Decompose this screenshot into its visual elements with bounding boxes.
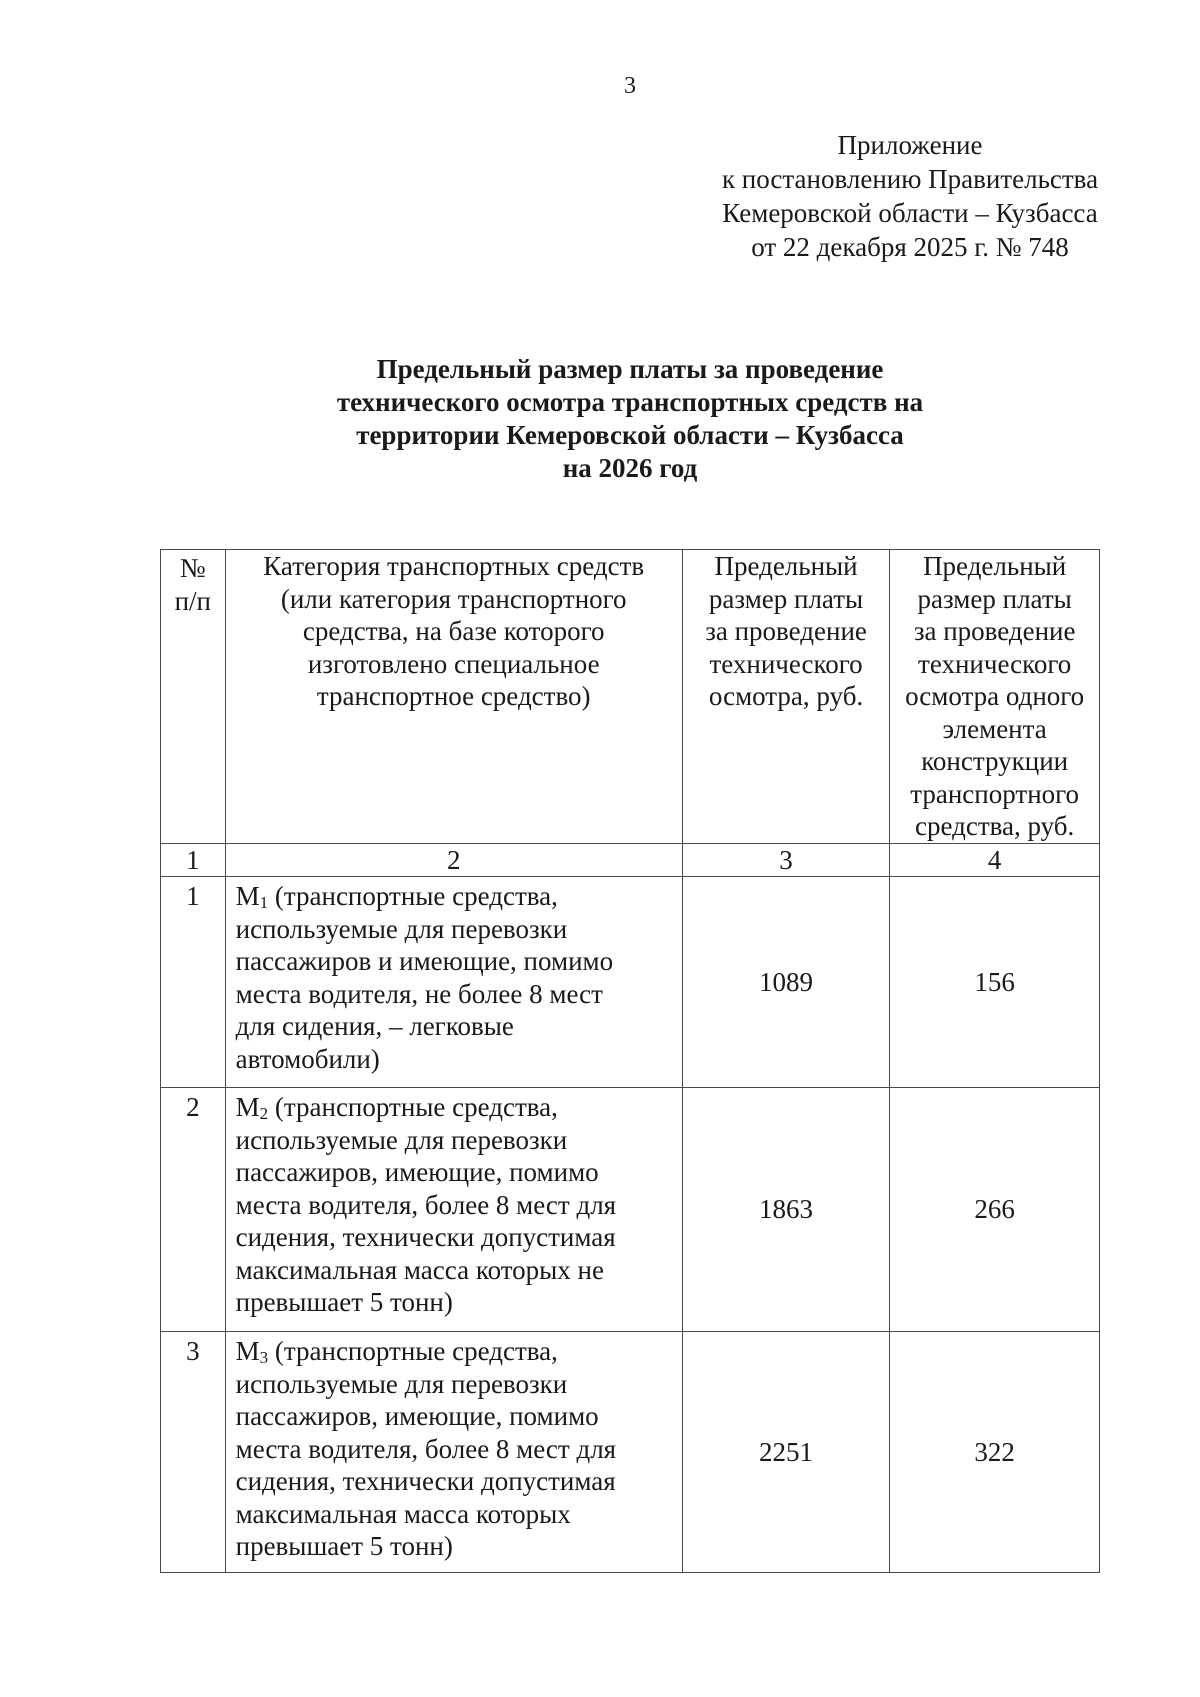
column-number: 4: [890, 843, 1100, 877]
category-letter: M: [235, 1092, 260, 1122]
row-category: [225, 1332, 682, 1573]
header-text-line: конструкции: [921, 746, 1069, 776]
category-line: пассажиров, имеющие, помимо: [235, 1157, 599, 1187]
header-index: [161, 550, 226, 844]
column-number: 2: [225, 843, 682, 877]
header-text-line: №: [179, 553, 206, 583]
appendix-line: Приложение: [837, 130, 983, 160]
category-line: максимальная масса которых: [235, 1498, 571, 1529]
appendix-line: Кемеровской области – Кузбасса: [722, 198, 1098, 228]
row-fee: 1863: [682, 1088, 890, 1332]
row-element-fee: 322: [890, 1332, 1100, 1573]
row-element-fee: 156: [890, 877, 1100, 1088]
category-line: места водителя, более 8 мест для: [235, 1433, 617, 1464]
header-text-line: п/п: [174, 585, 212, 616]
category-subscript: 1: [259, 893, 269, 912]
header-text-line: изготовлено специальное: [307, 648, 600, 679]
header-text-line: (или категория транспортного: [280, 583, 627, 614]
header-text-line: Категория транспортных средств: [263, 551, 645, 581]
fee-table: [160, 549, 1100, 1573]
row-fee: 1089: [682, 877, 890, 1088]
row-category: [225, 877, 682, 1088]
category-line: пассажиров и имеющие, помимо: [235, 946, 614, 976]
table-row: [161, 877, 1100, 1088]
header-text-line: средства, на базе которого: [302, 616, 605, 646]
category-line: сидения, технически допустимая: [235, 1466, 616, 1496]
row-index: 2: [161, 1088, 226, 1332]
header-text-line: за проведение: [705, 616, 867, 646]
row-index: 3: [161, 1332, 226, 1573]
category-text: (транспортные средства,: [268, 881, 558, 911]
header-text-line: элемента: [942, 713, 1047, 744]
title-line: Предельный размер платы за проведение: [376, 354, 884, 384]
table-row: [161, 1332, 1100, 1573]
category-letter: M: [235, 1336, 260, 1366]
header-text-line: размер платы: [917, 583, 1072, 614]
category-line: используемые для перевозки: [235, 1124, 568, 1155]
category-line: автомобили): [235, 1043, 380, 1074]
category-line: [236, 880, 672, 913]
header-text-line: размер платы: [708, 583, 864, 614]
category-text: (транспортные средства,: [268, 1092, 558, 1122]
title-line: территории Кемеровской области – Кузбасса: [356, 420, 904, 450]
category-line: места водителя, более 8 мест для: [235, 1189, 617, 1220]
row-fee: 2251: [682, 1332, 890, 1573]
category-line: максимальная масса которых не: [235, 1254, 604, 1285]
category-line: сидения, технически допустимая: [235, 1222, 616, 1252]
header-text-line: средства, руб.: [915, 811, 1075, 841]
appendix-line: от 22 декабря 2025 г. № 748: [751, 232, 1069, 262]
row-element-fee: 266: [890, 1088, 1100, 1332]
column-number-row: [161, 843, 1100, 877]
header-fee: [682, 550, 890, 844]
header-text-line: Предельный: [714, 551, 858, 581]
page-number: 3: [624, 73, 636, 99]
category-subscript: 2: [259, 1104, 269, 1123]
header-text-line: осмотра, руб.: [708, 681, 864, 711]
appendix-line: к постановлению Правительства: [721, 164, 1099, 194]
header-text-line: транспортное средство): [316, 681, 591, 711]
row-index: 1: [161, 877, 226, 1088]
column-number: 1: [161, 843, 226, 877]
category-text: (транспортные средства,: [268, 1336, 558, 1366]
header-text-line: Предельный: [923, 551, 1067, 581]
table-header-row: [161, 550, 1100, 844]
header-text-line: за проведение: [913, 616, 1076, 646]
appendix-header: [660, 128, 1160, 264]
category-subscript: 3: [259, 1348, 269, 1367]
category-line: используемые для перевозки: [235, 913, 568, 944]
header-text-line: технического: [918, 648, 1072, 679]
header-category: [225, 550, 682, 844]
category-line: [236, 1335, 672, 1368]
header-text-line: технического: [709, 648, 863, 679]
table-row: [161, 1088, 1100, 1332]
category-letter: M: [235, 881, 260, 911]
header-text-line: транспортного: [910, 778, 1080, 809]
header-text-line: осмотра одного: [905, 681, 1085, 711]
category-line: превышает 5 тонн): [235, 1287, 453, 1317]
title-line: технического осмотра транспортных средств на: [336, 387, 924, 417]
row-category: [225, 1088, 682, 1332]
category-line: места водителя, не более 8 мест: [235, 978, 603, 1009]
category-line: превышает 5 тонн): [235, 1531, 453, 1561]
category-line: пассажиров, имеющие, помимо: [235, 1401, 599, 1431]
title-line: на 2026 год: [562, 453, 698, 483]
document-title: [0, 353, 1200, 485]
category-line: [236, 1091, 672, 1124]
column-number: 3: [682, 843, 890, 877]
category-line: для сидения, – легковые: [235, 1011, 514, 1041]
category-line: используемые для перевозки: [235, 1368, 568, 1399]
header-element-fee: [890, 550, 1100, 844]
